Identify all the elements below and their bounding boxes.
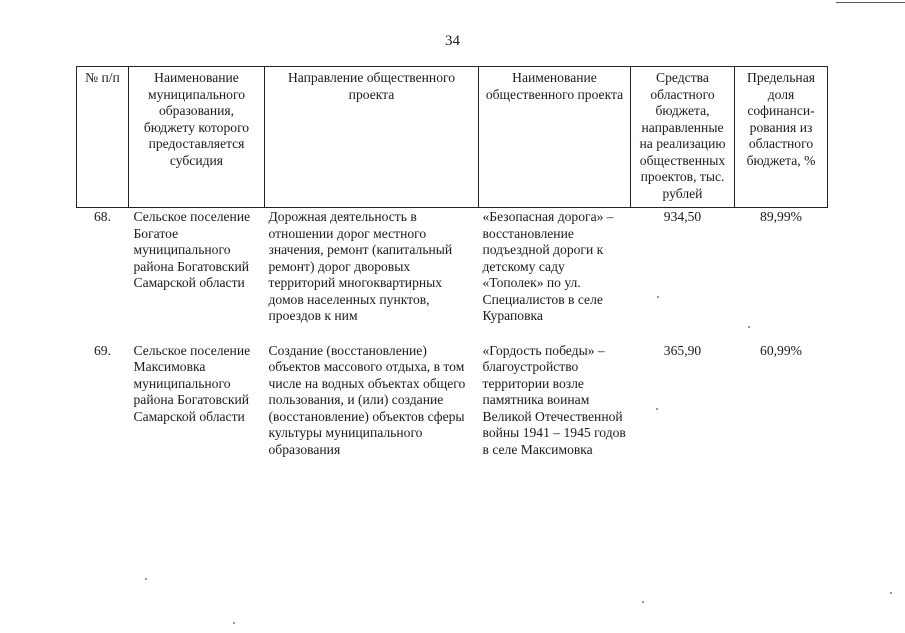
scan-speck: [656, 408, 658, 410]
scan-speck: [642, 601, 644, 603]
funds-cell: 365,90: [663, 342, 702, 358]
page-number: 34: [445, 33, 460, 49]
header-project: Наименование общественного проекта: [479, 67, 631, 208]
municipality-cell: Сельское поселение Максимовка муниципального района Богатовский Самарской области: [133, 342, 251, 424]
project-cell: «Гордость победы» – благоустройство территории возле памятника воинам Великой Отечественной войны 1941 – 1945 годов в селе Максимовка: [482, 342, 626, 457]
table-row: [77, 208, 828, 325]
scan-speck: [748, 326, 750, 328]
table-header-row: [77, 67, 828, 208]
subsidy-table: [76, 66, 828, 458]
share-cell: 89,99%: [760, 209, 802, 224]
funds-cell: 934,50: [663, 209, 702, 224]
scan-edge-line: [836, 2, 905, 3]
direction-cell: Создание (восстановление) объектов массового отдыха, в том числе на водных объектах общего пользования, и (или) создание (восстановление) объектов сферы культуры муниципального образования: [268, 342, 466, 457]
header-municipality: Наименование муниципального образования, бюджету которого предоставляется субсидия: [129, 67, 265, 208]
project-cell: «Безопасная дорога» – восстановление подъездной дороги к детскому саду «Тополек» по ул. Специалистов в селе Кураповка: [482, 209, 614, 323]
row-number: 68.: [94, 209, 111, 224]
municipality-cell: Сельское поселение Богатое муниципального района Богатовский Самарской области: [133, 209, 251, 290]
row-number: 69.: [94, 342, 111, 358]
header-number: № п/п: [77, 67, 129, 208]
direction-cell: Дорожная деятельность в отношении дорог местного значения, ремонт (капитальный ремонт) дорог дворовых территорий многоквартирных домов населенных пунктов, проездов к ним: [268, 209, 453, 323]
header-direction: Направление общественного проекта: [265, 67, 479, 208]
table-row: [77, 325, 828, 459]
share-cell: 60,99%: [760, 342, 802, 358]
scan-speck: [233, 622, 235, 624]
header-funds: Средства областного бюджета, направленные на реализацию общественных проектов, тыс. рублей: [631, 67, 735, 208]
scan-speck: [890, 592, 892, 594]
header-share: Предельная доля софинанси-рования из областного бюджета, %: [735, 67, 828, 208]
scan-speck: [145, 578, 147, 580]
scan-speck: [657, 296, 659, 298]
